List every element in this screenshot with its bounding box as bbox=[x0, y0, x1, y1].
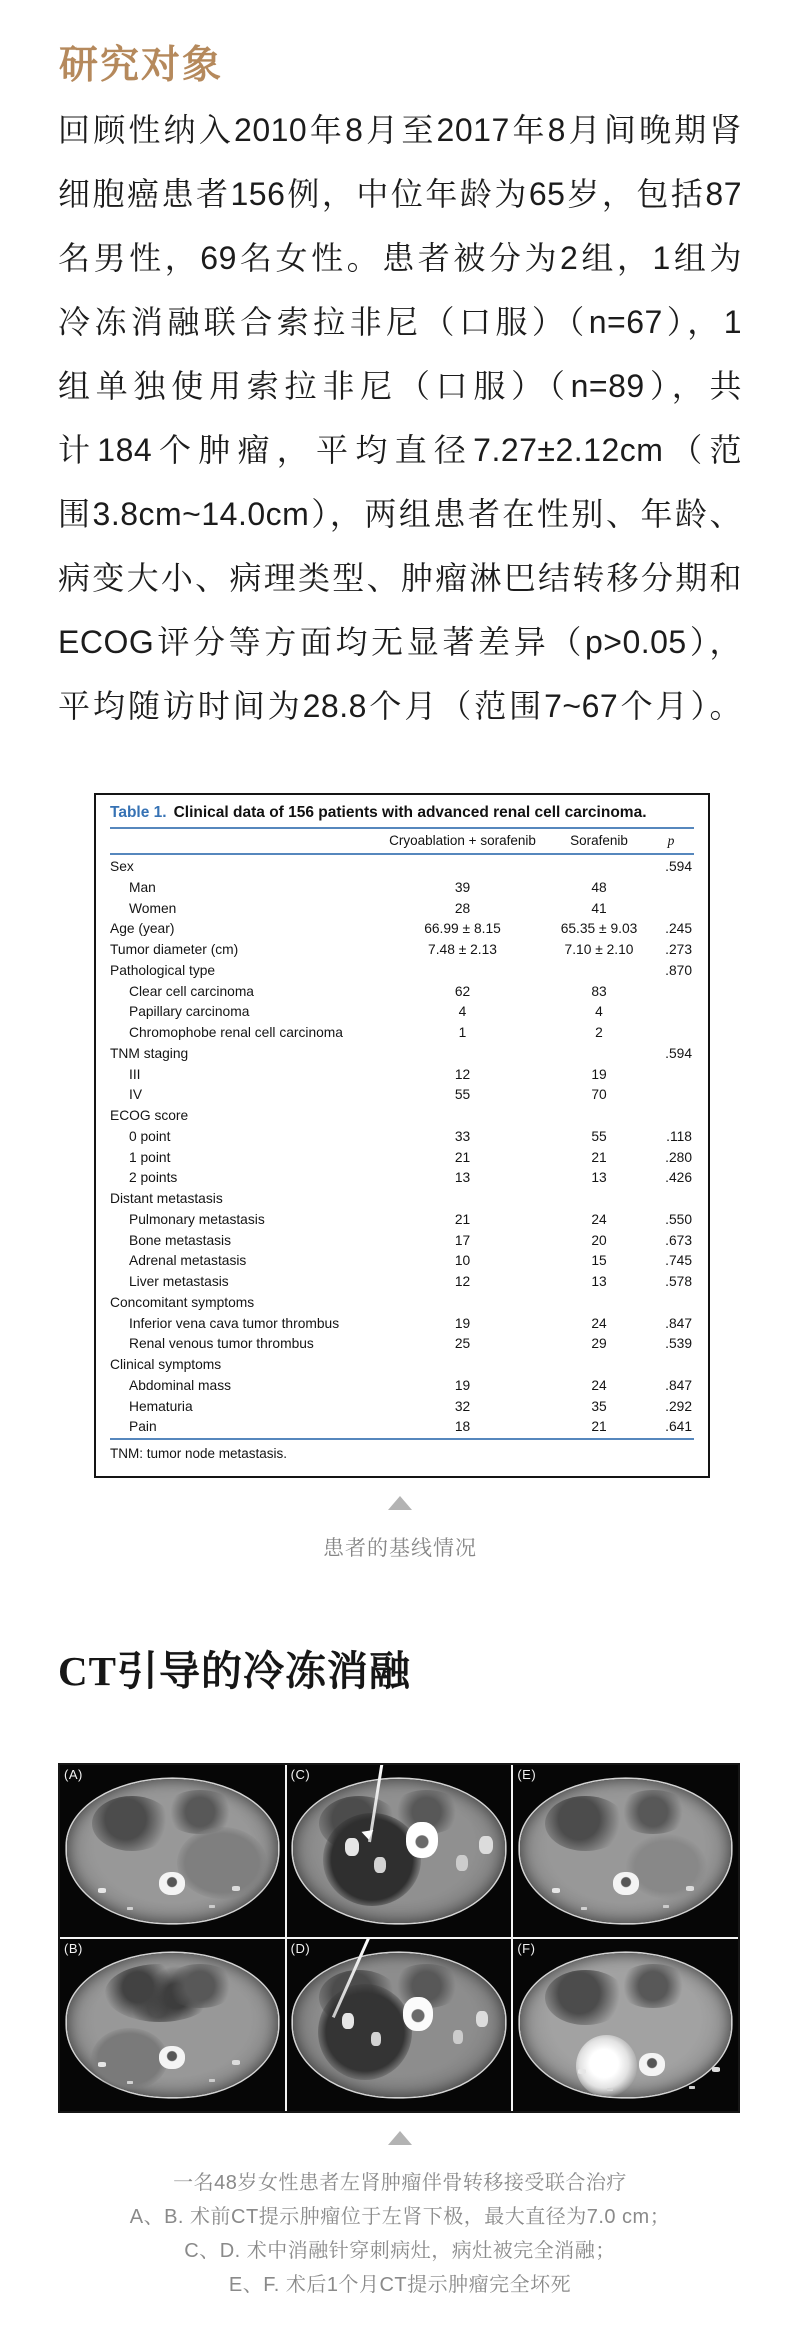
ct-panel bbox=[287, 1765, 512, 1937]
paragraph-line: 病变大小、病理类型、肿瘤淋巴结转移分期和 bbox=[58, 560, 742, 596]
row-label: Pulmonary metastasis bbox=[129, 1211, 265, 1227]
table-row bbox=[110, 982, 694, 1003]
ct-panel bbox=[60, 1765, 285, 1937]
paragraph-line: 围3.8cm~14.0cm），两组患者在性别、年龄、 bbox=[58, 496, 742, 532]
table-row bbox=[110, 899, 694, 920]
row-value-p bbox=[648, 1002, 694, 1023]
table-row bbox=[110, 1314, 694, 1335]
row-value-cryoablation: 10 bbox=[454, 1253, 471, 1269]
row-value-cryoablation: 21 bbox=[454, 1211, 471, 1227]
ct-mass-shape bbox=[177, 1827, 267, 1899]
table-row bbox=[110, 1168, 694, 1189]
ct-panel-label: (E) bbox=[517, 1767, 537, 1782]
row-value-cryoablation bbox=[375, 1044, 550, 1065]
row-label: ECOG score bbox=[110, 1108, 189, 1123]
ct-spine-shape bbox=[639, 2053, 665, 2076]
table-row bbox=[110, 1044, 694, 1065]
table-row bbox=[110, 1334, 694, 1355]
caption-line: 一名48岁女性患者左肾肿瘤伴骨转移接受联合治疗 bbox=[173, 2172, 627, 2194]
row-value-p bbox=[648, 1189, 694, 1210]
table-row bbox=[110, 1417, 694, 1438]
ct-mass-shape bbox=[626, 1834, 707, 1899]
row-label: Concomitant symptoms bbox=[110, 1294, 255, 1310]
section-heading-ct-cryoablation: CT引导的冷冻消融 bbox=[58, 1648, 411, 1694]
table-row bbox=[110, 1376, 694, 1397]
row-value-sorafenib: 19 bbox=[591, 1066, 607, 1082]
row-label: III bbox=[129, 1066, 141, 1082]
row-label: TNM staging bbox=[110, 1045, 189, 1061]
row-label: Clear cell carcinoma bbox=[129, 983, 254, 999]
row-value-cryoablation: 12 bbox=[454, 1066, 471, 1082]
row-value-p: .426 bbox=[665, 1170, 692, 1186]
row-value-cryoablation: 17 bbox=[454, 1232, 471, 1248]
row-value-p: .673 bbox=[665, 1232, 692, 1248]
row-value-sorafenib: 48 bbox=[591, 879, 607, 895]
row-label: Adrenal metastasis bbox=[129, 1253, 247, 1269]
row-value-cryoablation bbox=[375, 961, 550, 982]
table1-header-pvalue: p bbox=[667, 833, 675, 848]
paragraph-line: 组单独使用索拉非尼（口服）（n=89），共 bbox=[58, 368, 742, 404]
row-value-p bbox=[648, 1023, 694, 1044]
row-label: Pathological type bbox=[110, 962, 216, 978]
row-value-p: .118 bbox=[666, 1128, 692, 1144]
row-label: Bone metastasis bbox=[129, 1232, 231, 1248]
ct-panel bbox=[287, 1939, 512, 2111]
paragraph-line: ECOG评分等方面均无显著差异（p>0.05）， bbox=[58, 624, 742, 660]
table-row bbox=[110, 1106, 694, 1127]
row-label: 2 points bbox=[129, 1170, 178, 1186]
row-value-p: .594 bbox=[665, 859, 692, 874]
row-value-p: .745 bbox=[665, 1253, 692, 1269]
row-value-p: .280 bbox=[665, 1149, 692, 1165]
paragraph-line: 冷冻消融联合索拉非尼（口服）（n=67），1 bbox=[58, 304, 742, 340]
ct-panel bbox=[513, 1939, 738, 2111]
row-label: Renal venous tumor thrombus bbox=[129, 1336, 314, 1352]
ct-spine-shape bbox=[406, 1822, 438, 1858]
row-value-p: .578 bbox=[665, 1274, 692, 1289]
row-value-sorafenib: 4 bbox=[595, 1004, 603, 1020]
row-value-cryoablation: 12 bbox=[454, 1274, 471, 1289]
row-value-p: .870 bbox=[665, 962, 692, 978]
row-value-cryoablation: 55 bbox=[454, 1087, 471, 1103]
section-heading-research-subjects: 研究对象 bbox=[59, 44, 224, 87]
row-value-cryoablation: 7.48 ± 2.13 bbox=[428, 942, 497, 957]
row-value-sorafenib: 65.35 ± 9.03 bbox=[560, 921, 638, 937]
ct-figure-caption bbox=[0, 2166, 800, 2302]
row-value-sorafenib bbox=[550, 1189, 648, 1210]
table-row bbox=[110, 961, 694, 982]
row-value-p: .245 bbox=[665, 921, 692, 937]
row-value-cryoablation bbox=[375, 1355, 550, 1376]
row-value-p: .594 bbox=[665, 1045, 692, 1061]
row-value-sorafenib: 70 bbox=[591, 1087, 607, 1103]
row-label: 0 point bbox=[129, 1128, 171, 1144]
row-value-p bbox=[648, 982, 694, 1003]
row-value-sorafenib: 55 bbox=[591, 1128, 607, 1144]
table1-header-row bbox=[110, 829, 694, 853]
row-value-sorafenib bbox=[550, 1293, 648, 1314]
table-row bbox=[110, 1231, 694, 1252]
row-label: Liver metastasis bbox=[129, 1274, 229, 1289]
row-value-p: .273 bbox=[665, 942, 692, 957]
row-value-sorafenib: 35 bbox=[591, 1398, 607, 1414]
ct-panel bbox=[60, 1939, 285, 2111]
ct-mass-shape bbox=[91, 2028, 167, 2090]
row-value-p: .292 bbox=[665, 1398, 692, 1414]
row-value-p bbox=[648, 1065, 694, 1086]
row-value-sorafenib: 41 bbox=[591, 900, 607, 916]
row-label: Clinical symptoms bbox=[110, 1357, 222, 1372]
table-row bbox=[110, 1023, 694, 1044]
ct-spine-shape bbox=[613, 1872, 639, 1895]
row-value-sorafenib bbox=[550, 1106, 648, 1127]
table-row bbox=[110, 1397, 694, 1418]
row-value-cryoablation: 1 bbox=[458, 1025, 467, 1040]
row-label: Sex bbox=[110, 859, 134, 874]
table-row bbox=[110, 1355, 694, 1376]
ct-mass-shape bbox=[318, 1984, 412, 2080]
row-label: Hematuria bbox=[129, 1398, 193, 1414]
caption-line: E、F. 术后1个月CT提示肿瘤完全坏死 bbox=[228, 2274, 572, 2296]
table1-header-cryoablation: Cryoablation + sorafenib bbox=[389, 833, 536, 848]
row-value-cryoablation: 66.99 ± 8.15 bbox=[424, 921, 501, 937]
table1-figure-image[interactable] bbox=[94, 793, 710, 1478]
table-row bbox=[110, 940, 694, 961]
row-value-sorafenib: 21 bbox=[591, 1149, 607, 1165]
row-value-cryoablation: 33 bbox=[454, 1128, 471, 1144]
table-row bbox=[110, 1002, 694, 1023]
row-value-cryoablation bbox=[375, 1106, 550, 1127]
table-row bbox=[110, 1085, 694, 1106]
row-value-sorafenib bbox=[550, 961, 648, 982]
row-value-sorafenib: 20 bbox=[591, 1232, 607, 1248]
row-value-sorafenib: 21 bbox=[591, 1419, 607, 1435]
study-paragraph bbox=[58, 98, 742, 738]
caption-line: C、D. 术中消融针穿刺病灶，病灶被完全消融； bbox=[184, 2240, 616, 2262]
row-value-p bbox=[648, 878, 694, 899]
caption-arrow-icon bbox=[388, 1496, 412, 1510]
row-value-cryoablation bbox=[375, 1293, 550, 1314]
row-value-p: .847 bbox=[665, 1377, 692, 1393]
row-value-sorafenib: 29 bbox=[591, 1336, 607, 1352]
row-value-sorafenib bbox=[550, 1355, 648, 1376]
ct-spine-shape bbox=[159, 1872, 185, 1895]
row-value-cryoablation: 21 bbox=[454, 1149, 471, 1165]
paragraph-line: 平均随访时间为28.8个月（范围7~67个月）。 bbox=[58, 688, 742, 724]
row-value-cryoablation bbox=[375, 857, 550, 878]
ct-panel-label: (C) bbox=[290, 1767, 311, 1782]
row-value-p: .550 bbox=[665, 1211, 692, 1227]
ct-panel-label: (D) bbox=[290, 1941, 311, 1956]
table-row bbox=[110, 878, 694, 899]
caption-arrow-icon bbox=[388, 2131, 412, 2145]
row-value-p bbox=[648, 1293, 694, 1314]
table-row bbox=[110, 1148, 694, 1169]
row-label: Pain bbox=[129, 1419, 157, 1435]
row-value-cryoablation: 62 bbox=[454, 983, 471, 999]
table1-rows bbox=[110, 857, 694, 1438]
table-row bbox=[110, 1189, 694, 1210]
table1-title-text: Clinical data of 156 patients with advanced renal cell carcinoma. bbox=[173, 804, 647, 821]
row-label: 1 point bbox=[129, 1149, 171, 1165]
row-value-cryoablation: 32 bbox=[454, 1398, 471, 1414]
table-row bbox=[110, 857, 694, 878]
table1-title bbox=[110, 802, 694, 823]
row-value-sorafenib: 13 bbox=[591, 1170, 607, 1186]
row-value-sorafenib: 24 bbox=[591, 1315, 607, 1331]
ct-mass-shape bbox=[576, 2035, 637, 2097]
table-row bbox=[110, 1293, 694, 1314]
row-value-cryoablation: 28 bbox=[454, 900, 471, 916]
row-value-sorafenib: 24 bbox=[591, 1377, 607, 1393]
table1-rule-header bbox=[110, 853, 694, 855]
row-value-sorafenib: 7.10 ± 2.10 bbox=[564, 942, 634, 957]
table1-header-spacer bbox=[110, 829, 375, 853]
row-value-p bbox=[648, 1106, 694, 1127]
row-value-p: .641 bbox=[665, 1419, 692, 1435]
table-row bbox=[110, 1065, 694, 1086]
caption-line: A、B. 术前CT提示肿瘤位于左肾下极，最大直径为7.0 cm； bbox=[129, 2206, 671, 2228]
row-label: Papillary carcinoma bbox=[129, 1004, 250, 1020]
row-value-sorafenib: 2 bbox=[595, 1025, 603, 1040]
ct-panel-label: (B) bbox=[64, 1941, 83, 1956]
row-value-sorafenib: 13 bbox=[591, 1274, 607, 1289]
paragraph-line: 计184个肿瘤，平均直径7.27±2.12cm（范 bbox=[58, 432, 742, 468]
row-value-cryoablation: 39 bbox=[454, 879, 471, 895]
row-value-cryoablation: 13 bbox=[454, 1170, 471, 1186]
table-row bbox=[110, 1251, 694, 1272]
row-value-p bbox=[648, 1085, 694, 1106]
paragraph-line: 名男性，69名女性。患者被分为2组，1组为 bbox=[58, 240, 742, 276]
row-value-sorafenib: 83 bbox=[591, 983, 607, 999]
table-row bbox=[110, 1127, 694, 1148]
table-row bbox=[110, 919, 694, 940]
ct-spine-shape bbox=[159, 2046, 185, 2069]
row-label: Tumor diameter (cm) bbox=[110, 942, 239, 957]
ct-spine-shape bbox=[403, 1997, 433, 2031]
row-value-cryoablation: 4 bbox=[458, 1004, 467, 1020]
row-value-p: .847 bbox=[665, 1315, 692, 1331]
ct-panel bbox=[513, 1765, 738, 1937]
paragraph-line: 细胞癌患者156例，中位年龄为65岁，包括87 bbox=[58, 176, 742, 212]
row-label: Chromophobe renal cell carcinoma bbox=[129, 1025, 343, 1040]
row-label: Man bbox=[129, 879, 156, 895]
table-row bbox=[110, 1272, 694, 1293]
table1-caption: 患者的基线情况 bbox=[323, 1537, 477, 1560]
row-value-p: .539 bbox=[665, 1336, 692, 1352]
table-row bbox=[110, 1210, 694, 1231]
row-label: IV bbox=[129, 1087, 143, 1103]
row-label: Inferior vena cava tumor thrombus bbox=[129, 1315, 340, 1331]
row-label: Age (year) bbox=[110, 921, 175, 937]
row-value-sorafenib bbox=[550, 1044, 648, 1065]
table1-footnote: TNM: tumor node metastasis. bbox=[110, 1446, 288, 1461]
row-value-cryoablation: 19 bbox=[454, 1377, 471, 1393]
row-value-sorafenib: 15 bbox=[591, 1253, 607, 1269]
row-value-cryoablation: 25 bbox=[454, 1336, 471, 1352]
row-label: Distant metastasis bbox=[110, 1191, 223, 1206]
row-value-cryoablation: 18 bbox=[454, 1419, 471, 1435]
row-value-p bbox=[648, 899, 694, 920]
row-value-sorafenib: 24 bbox=[591, 1211, 607, 1227]
paragraph-line: 回顾性纳入2010年8月至2017年8月间晚期肾 bbox=[58, 112, 742, 148]
row-value-cryoablation bbox=[375, 1189, 550, 1210]
ct-figure-image[interactable] bbox=[58, 1763, 740, 2113]
row-value-sorafenib bbox=[550, 857, 648, 878]
row-label: Abdominal mass bbox=[129, 1377, 231, 1393]
ct-panel-label: (F) bbox=[517, 1941, 536, 1956]
row-label: Women bbox=[129, 900, 177, 916]
table1-header-sorafenib: Sorafenib bbox=[570, 833, 628, 848]
ct-panel-label: (A) bbox=[64, 1767, 83, 1782]
row-value-p bbox=[648, 1355, 694, 1376]
row-value-cryoablation: 19 bbox=[454, 1315, 471, 1331]
table1-title-label: Table 1. bbox=[110, 804, 167, 821]
